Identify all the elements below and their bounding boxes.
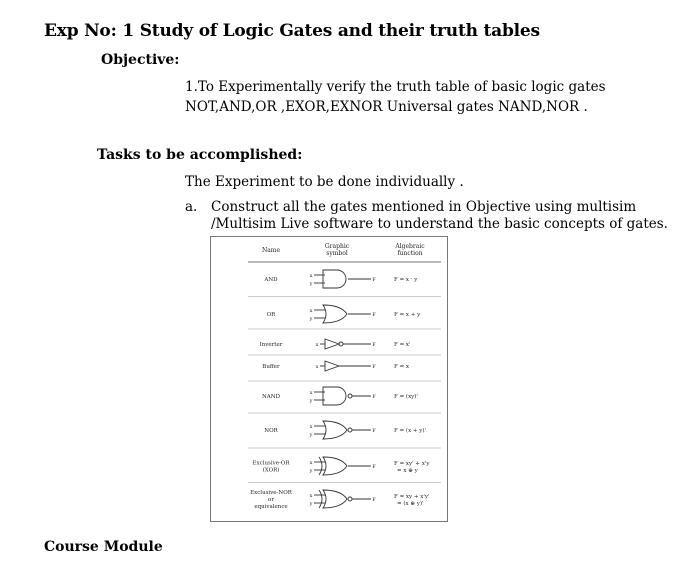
gate-row-xnor: [250, 490, 429, 510]
input-label-y: y: [309, 398, 313, 404]
output-label-f: F: [372, 394, 376, 400]
gate-name: Buffer: [262, 364, 280, 370]
gate-name: equivalence: [254, 504, 288, 510]
algebraic-function: F = xy' + x'y: [394, 461, 430, 467]
gate-name: AND: [264, 277, 278, 283]
input-label-x: x: [309, 460, 313, 466]
algebraic-function: F = xy + x'y': [394, 494, 430, 500]
tasks-heading: Tasks to be accomplished:: [97, 147, 303, 163]
gate-name: Exclusive-OR: [252, 460, 290, 467]
output-label-f: F: [372, 277, 376, 283]
inverter-gate-symbol: [320, 339, 371, 349]
algebraic-function: F = x': [394, 342, 411, 348]
objective-text: 1.To Experimentally verify the truth table of basic logic gates NOT,AND,OR ,EXOR,EXNOR Universal gates NAND,NOR .: [185, 79, 606, 115]
xor-gate-symbol: [314, 457, 371, 475]
gate-row-xor: [248, 457, 441, 483]
algebraic-function: F = (x + y)': [394, 428, 427, 434]
gate-row-or: [248, 305, 441, 329]
header-symbol: Graphic: [324, 243, 350, 250]
input-label-y: y: [309, 501, 313, 507]
algebraic-function: F = (xy)': [394, 394, 418, 400]
logic-gates-table: [211, 237, 447, 521]
gate-name: (XOR): [262, 467, 280, 474]
gate-row-inverter: [248, 339, 441, 355]
task-a-text: Construct all the gates mentioned in Objective using multisim /Multisim Live software to understand the basic concepts of gates.: [211, 199, 668, 232]
gate-name: or: [268, 497, 274, 503]
input-label-y: y: [309, 468, 313, 474]
objective-heading: Objective:: [101, 52, 180, 68]
output-label-f: F: [372, 497, 376, 503]
or-gate-symbol: [314, 305, 371, 323]
output-label-f: F: [372, 312, 376, 318]
gate-name: OR: [266, 312, 276, 318]
output-label-f: F: [372, 428, 376, 434]
input-label-x: x: [315, 342, 319, 348]
list-marker: a.: [185, 199, 198, 215]
algebraic-function: F = x + y: [394, 312, 421, 318]
nand-gate-symbol: [314, 387, 371, 405]
header-symbol-2: symbol: [326, 250, 348, 257]
output-label-f: F: [372, 464, 376, 470]
algebraic-function: F = x: [394, 364, 410, 370]
header-function: Algebraic: [395, 243, 425, 250]
xnor-gate-symbol: [314, 490, 371, 508]
buffer-gate-symbol: [320, 361, 371, 371]
gate-name: NAND: [261, 394, 281, 400]
input-label-x: x: [315, 364, 319, 370]
task-intro: The Experiment to be done individually .: [185, 174, 464, 190]
page-title: Exp No: 1 Study of Logic Gates and their truth tables: [44, 21, 540, 41]
header-name: Name: [261, 247, 281, 254]
input-label-x: x: [309, 493, 313, 499]
course-module-label: Course Module: [44, 539, 163, 555]
algebraic-function: F = x · y: [394, 277, 418, 283]
algebraic-function-2: = (x ⊕ y)': [397, 501, 424, 507]
output-label-f: F: [372, 342, 376, 348]
output-label-f: F: [372, 364, 376, 370]
gate-rows: [248, 270, 441, 510]
algebraic-function-2: = x ⊕ y: [397, 468, 418, 474]
input-label-x: x: [309, 390, 313, 396]
gate-row-buffer: [248, 361, 441, 381]
gate-name: Inverter: [259, 342, 283, 348]
nor-gate-symbol: [314, 421, 371, 439]
and-gate-symbol: [314, 270, 371, 288]
input-label-y: y: [309, 432, 313, 438]
gate-name: NOR: [264, 428, 278, 434]
input-label-x: x: [309, 273, 313, 279]
input-label-y: y: [309, 316, 313, 322]
input-label-x: x: [309, 424, 313, 430]
gate-name: Exclusive-NOR: [250, 490, 292, 496]
input-label-y: y: [309, 281, 313, 287]
header-function-2: function: [397, 250, 423, 257]
gate-row-nand: [248, 387, 441, 413]
logic-gates-figure: [210, 236, 448, 522]
gate-row-nor: [248, 421, 441, 448]
input-label-x: x: [309, 308, 313, 314]
gate-row-and: [248, 270, 441, 297]
